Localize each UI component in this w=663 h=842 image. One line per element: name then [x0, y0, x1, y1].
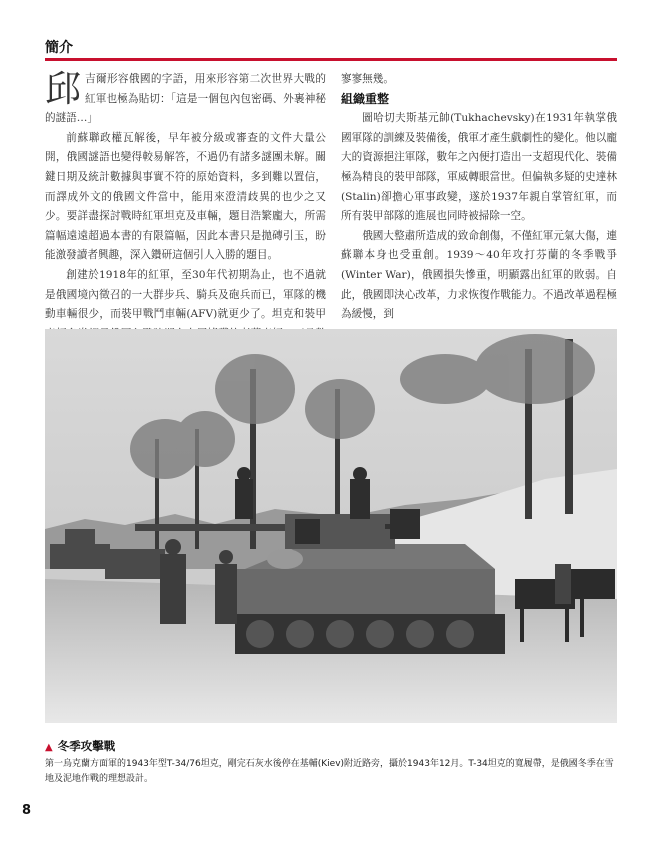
caption-title — [45, 738, 115, 754]
body-paragraph-3: 創建於1918年的紅軍，至30年代初期為止，也不過就是俄國境內徵召的一大群步兵、騎兵及砲兵而已，軍隊的機動車輛很少，而裝甲戰鬥車輛(AFV)就更少了。坦克和裝甲 — [45, 268, 326, 321]
intro-paragraph — [45, 70, 326, 129]
continued-text: 寥寥無幾。 — [341, 73, 394, 85]
header-rule — [45, 58, 617, 61]
tank-photograph — [45, 329, 617, 723]
caption-text: 第一烏克蘭方面軍的1943年型T-34/76坦克，剛完石灰水後停在基輔(Kiev)附近路旁，攝於1943年12月。T-34坦克的寬履帶，是俄國冬季在雪地及泥地作戰的理想設計。 — [45, 759, 614, 784]
page-number: 8 — [22, 803, 32, 818]
body-paragraph-4: 圖哈切夫斯基元帥(Tukhachevsky)在1931年執掌俄國軍隊的訓練及裝備後，俄軍才產生戲劇性的變化。他以龐大的資源挹注軍隊，數年之內便打造出一支超現代化、裝備極為精良的裝甲部隊，軍威轉眼當世。但偏執多疑的史達林(Stalin)卻擔心軍事政變，遂於1937年親自掌管紅軍，而所有裝甲部隊的進展也同時被掃除一空。 — [341, 112, 617, 223]
caption-title-text: 冬季攻擊戰 — [57, 739, 116, 753]
dropcap: 邱 — [45, 69, 82, 110]
body-paragraph-2: 前蘇聯政權瓦解後，早年被分級或審查的文件大量公開，俄國謎語也變得較易解答，不過仍有諸多謎團未解。關鍵日期及統計數據與事實不符的原始資料，多到難以置信，而譯成外文的俄國文件當中，能用來澄清歧異的也少之又少。要詳盡探討戰時紅軍坦克及車輛，題目浩繁龐大，所需篇幅遠遠超過本書的有限篇幅，因此本書只是拋磚引玉，盼能激發讀者興趣，深入鑽研這個引人入勝的題目。 — [45, 131, 326, 262]
intro-text: 吉爾形容俄國的字語，用來形容第二次世界大戰的紅軍也極為貼切：「這是一個包內包密碼、外裹神秘的謎語…」 — [45, 73, 326, 125]
section-title: 簡介 — [45, 40, 73, 56]
left-column — [45, 70, 326, 364]
body-paragraph-5: 俄國大整肅所造成的致命創傷，不僅紅軍元氣大傷，連蘇聯本身也受重創。1939～40年攻打芬蘭的冬季戰爭(Winter War)，俄國損失慘重，明顯露出紅軍的敗弱。自此，俄國即決心改革，力求恢復作戰能力。不過改革過程極為緩慢，到 — [341, 229, 617, 321]
right-column — [341, 70, 617, 325]
triangle-icon: ▲ — [45, 742, 53, 753]
subheading: 組織重整 — [341, 91, 390, 106]
photo-illustration — [45, 329, 617, 723]
